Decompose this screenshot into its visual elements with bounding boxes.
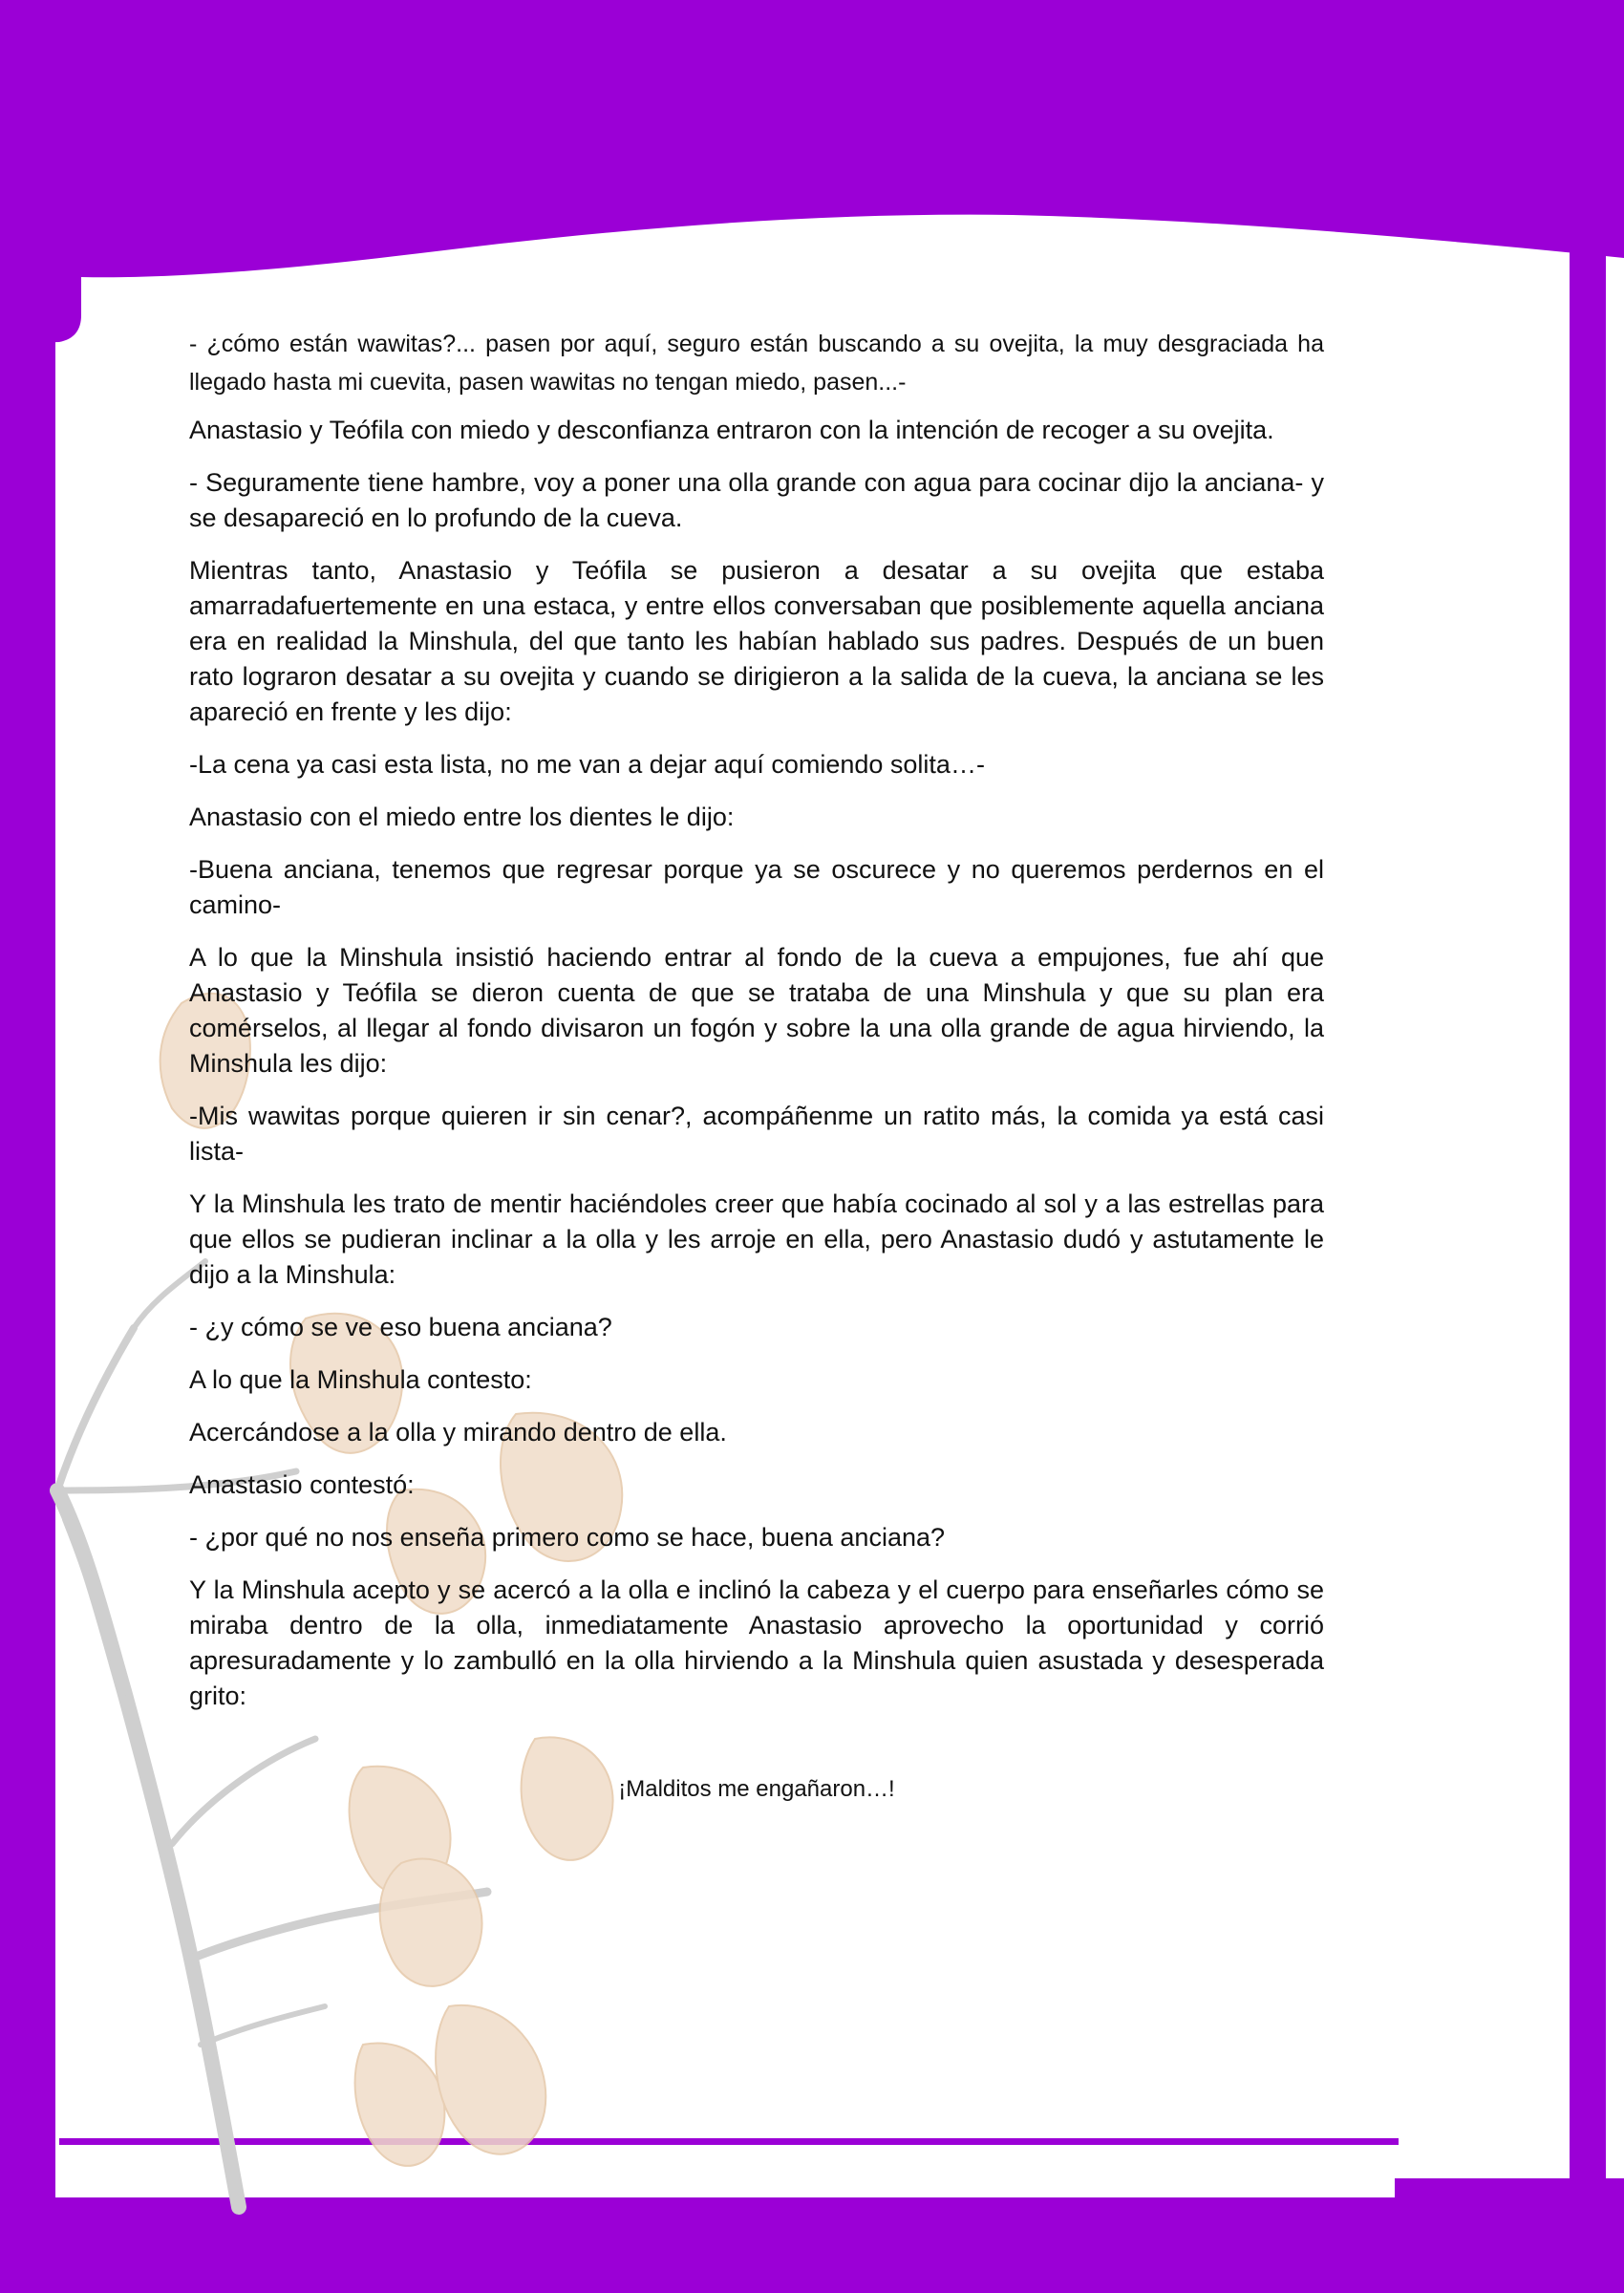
story-paragraph: -La cena ya casi esta lista, no me van a dejar aquí comiendo solita…- <box>189 750 985 779</box>
story-paragraph: A lo que la Minshula contesto: <box>189 1365 532 1394</box>
story-paragraph: Mientras tanto, Anastasio y Teófila se pusieron a desatar a su ovejita que estaba amarradafuertemente en una estaca, y entre ellos conversaban que posiblemente aquella anciana era en realidad la Minshula, del que tanto les habían hablado sus padres. Después de un buen rato lograron desatar a su ovejita y cuando se dirigieron a la salida de la cueva, la anciana se les apareció en frente y les dijo: <box>189 556 1324 726</box>
story-paragraph: -Mis wawitas porque quieren ir sin cenar?, acompáñenme un ratito más, la comida ya está casi lista- <box>189 1102 1324 1166</box>
left-border <box>0 334 55 2293</box>
story-paragraph: - ¿cómo están wawitas?... pasen por aquí, seguro están buscando a su ovejita, la muy desgraciada ha llegado hasta mi cuevita, pasen wawitas no tengan miedo, pasen...- <box>189 331 1324 396</box>
header-band <box>0 0 1624 344</box>
story-paragraph: Anastasio con el miedo entre los dientes le dijo: <box>189 803 735 831</box>
story-text <box>189 325 1324 1824</box>
story-paragraph: A lo que la Minshula insistió haciendo entrar al fondo de la cueva a empujones, fue ahí que Anastasio y Teófila se dieron cuenta de que se trataba de una Minshula y que su plan era comérselos, al llegar al fondo divisaron un fogón y sobre la una olla grande de agua hirviendo, la Minshula les dijo: <box>189 943 1324 1078</box>
story-paragraph: - ¿y cómo se ve eso buena anciana? <box>189 1313 612 1341</box>
story-exclamation: ¡Malditos me engañaron…! <box>618 1776 895 1802</box>
story-paragraph: Anastasio y Teófila con miedo y desconfianza entraron con la intención de recoger a su ovejita. <box>189 416 1274 444</box>
story-paragraph: Acercándose a la olla y mirando dentro de ella. <box>189 1418 727 1447</box>
story-paragraph: Anastasio contestó: <box>189 1470 415 1499</box>
story-paragraph: -Buena anciana, tenemos que regresar porque ya se oscurece y no queremos perdernos en el camino- <box>189 855 1324 919</box>
story-paragraph: - ¿por qué no nos enseña primero como se hace, buena anciana? <box>189 1523 946 1552</box>
story-paragraph: Y la Minshula acepto y se acercó a la olla e inclinó la cabeza y el cuerpo para enseñarles cómo se miraba dentro de la olla, inmediatamente Anastasio aprovecho la oportunidad y corrió apresuradamente y lo zambulló en la olla hirviendo a la Minshula quien asustada y desesperada grito: <box>189 1575 1324 1710</box>
bottom-divider <box>59 2138 1399 2145</box>
story-paragraph: Y la Minshula les trato de mentir haciéndoles creer que había cocinado al sol y a las estrellas para que ellos se pudieran inclinar a la olla y les arroje en ella, pero Anastasio dudó y astutamente le dijo a la Minshula: <box>189 1189 1324 1289</box>
bottom-left-corner <box>59 2148 1395 2197</box>
right-border <box>1570 248 1606 2293</box>
story-paragraph: - Seguramente tiene hambre, voy a poner una olla grande con agua para cocinar dijo la anciana- y se desapareció en lo profundo de la cueva. <box>189 468 1324 532</box>
